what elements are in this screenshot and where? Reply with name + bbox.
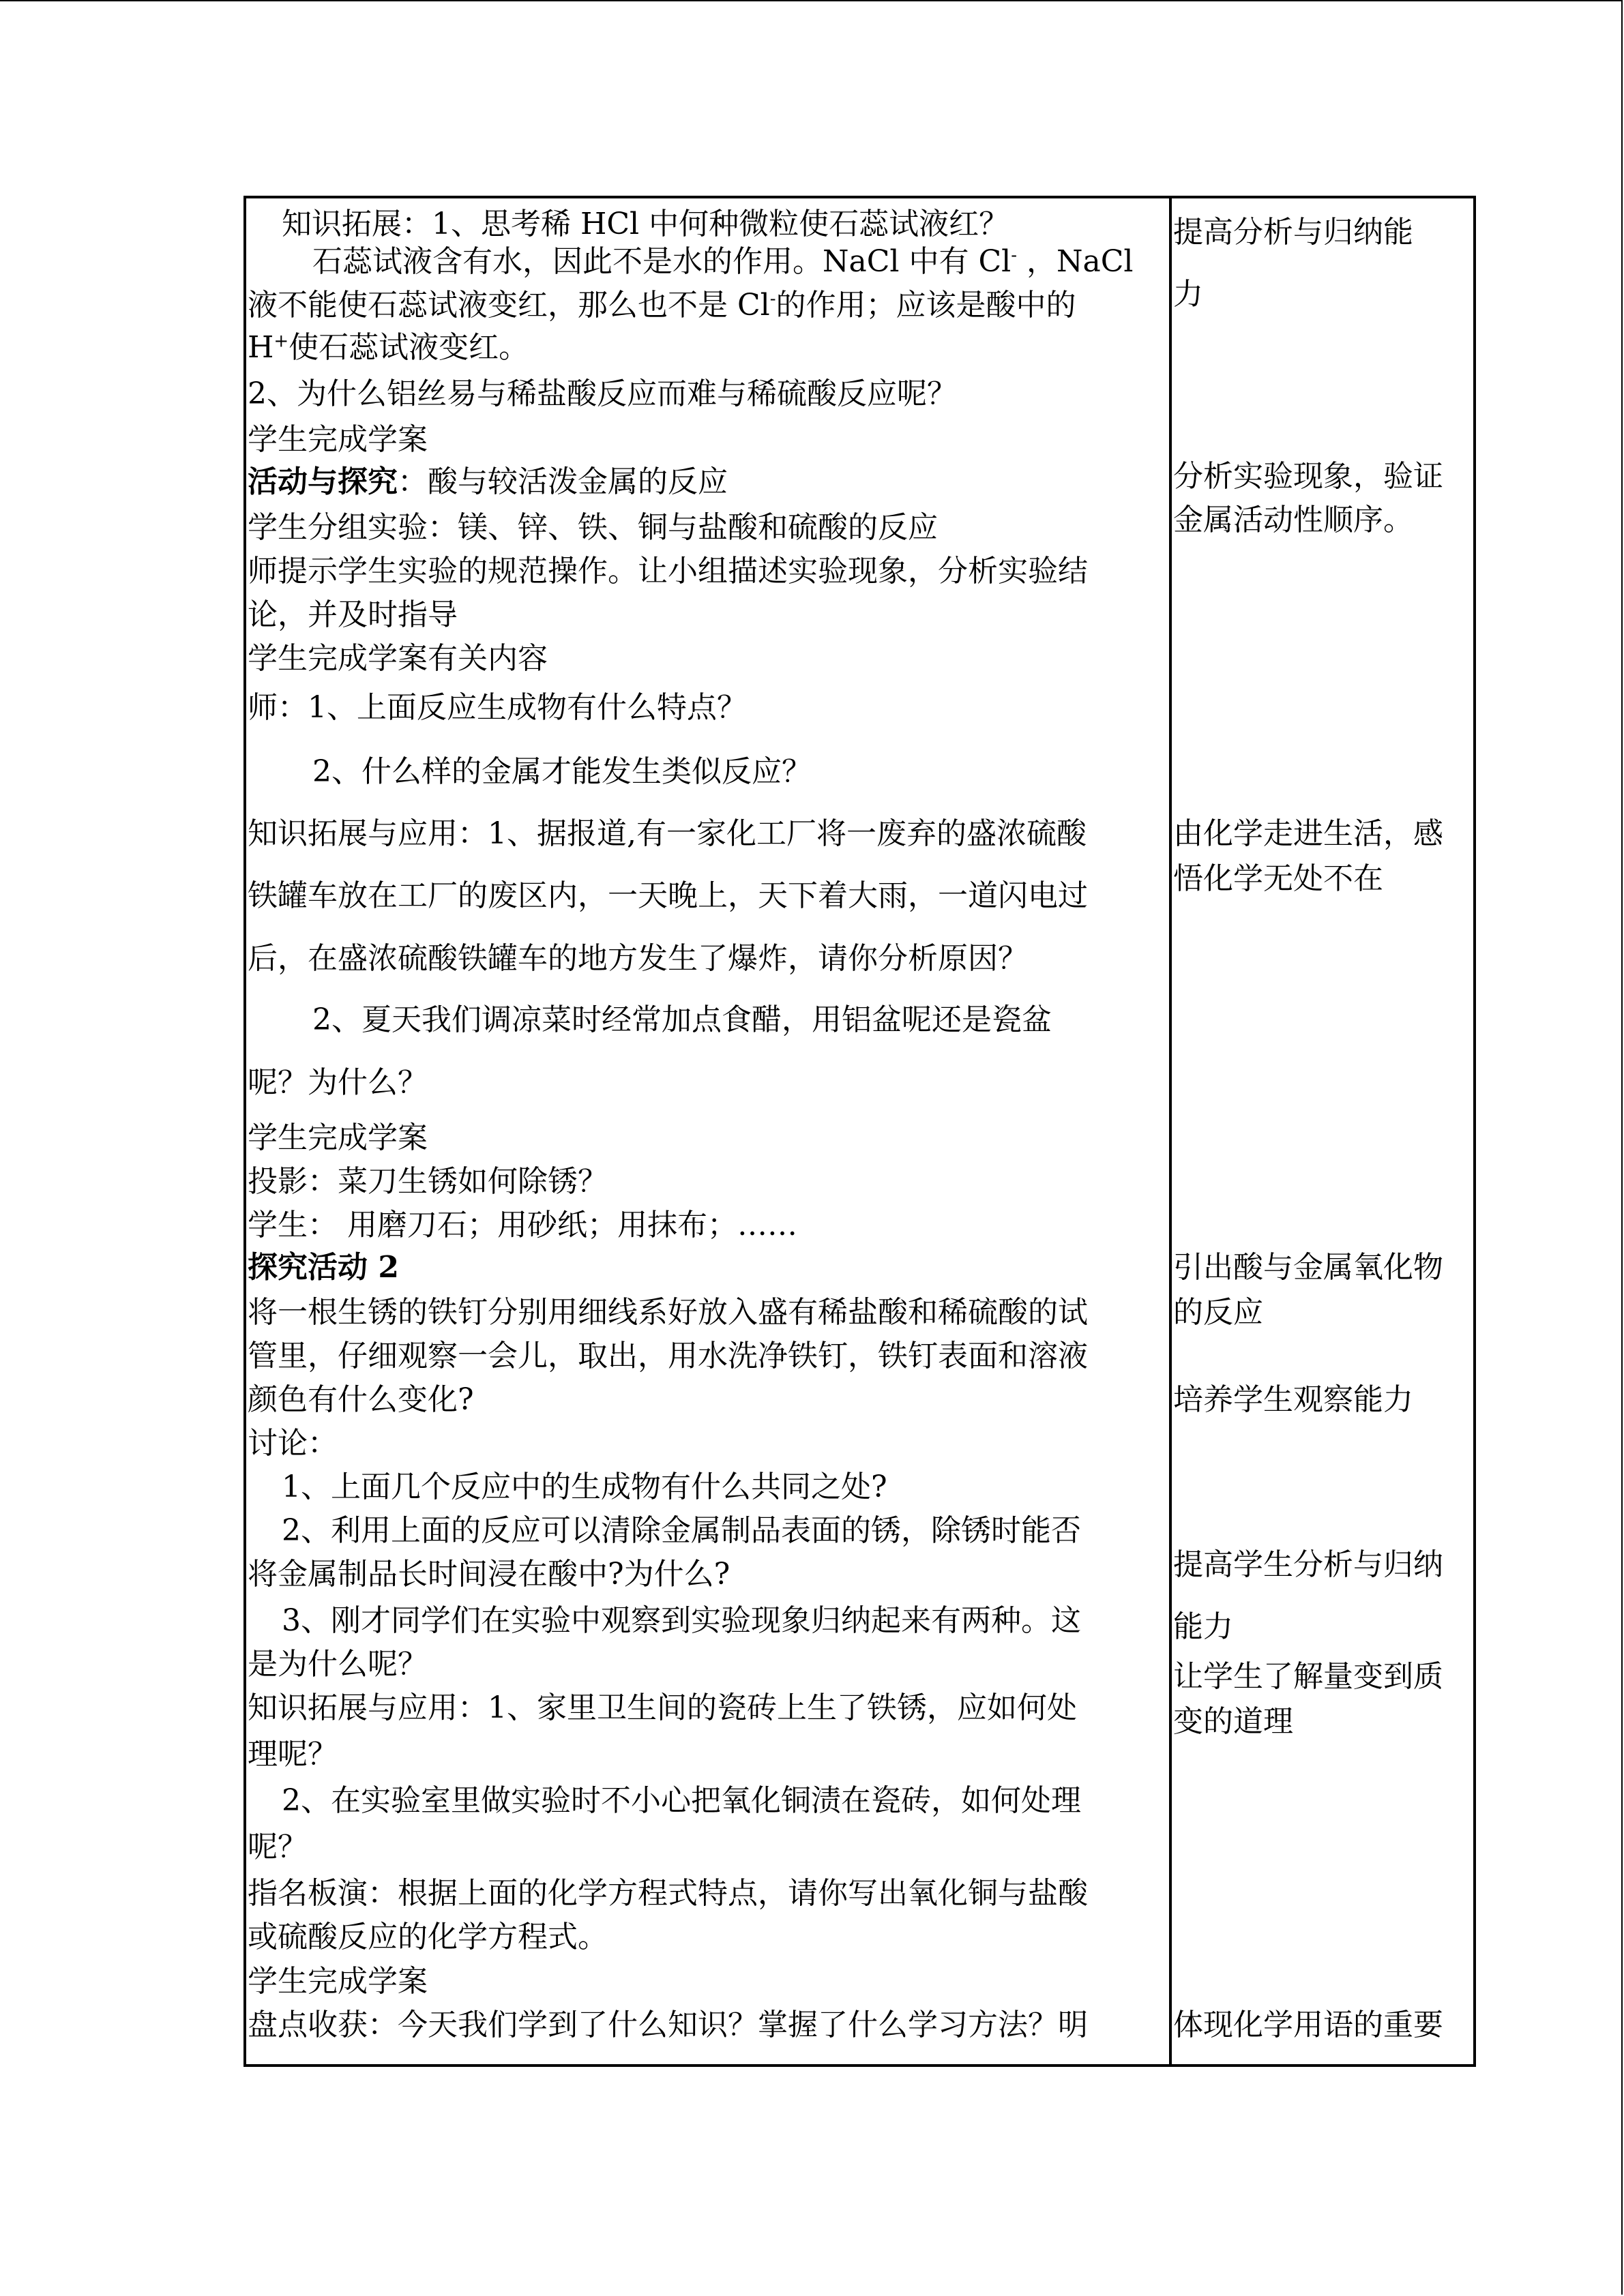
main-line: 铁罐车放在工厂的废区内，一天晚上，天下着大雨，一道闪电过 — [248, 878, 1088, 913]
note-line: 体现化学用语的重要 — [1173, 2008, 1443, 2042]
main-line: 探究活动 2 — [248, 1250, 399, 1285]
note-line: 由化学走进生活，感 — [1173, 816, 1443, 851]
main-line: 指名板演：根据上面的化学方程式特点，请你写出氧化铜与盐酸 — [248, 1876, 1088, 1911]
main-line: 讨论： — [248, 1426, 338, 1461]
main-line: 2、夏天我们调凉菜时经常加点食醋，用铝盆呢还是瓷盆 — [312, 1002, 1052, 1037]
main-line: 1、上面几个反应中的生成物有什么共同之处? — [282, 1470, 887, 1504]
main-line: H+使石蕊试液变红。 — [248, 330, 529, 365]
main-line: 或硫酸反应的化学方程式。 — [248, 1920, 608, 1954]
main-line: 师：1、上面反应生成物有什么特点？ — [248, 690, 747, 725]
main-line: 呢？为什么？ — [248, 1065, 428, 1100]
note-line: 提高学生分析与归纳 — [1173, 1547, 1443, 1582]
main-line: 颜色有什么变化? — [248, 1382, 474, 1417]
note-line: 能力 — [1173, 1609, 1233, 1644]
note-line: 提高分析与归纳能 — [1173, 215, 1413, 250]
main-line: 学生： 用磨刀石；用砂纸；用抹布；…… — [248, 1208, 797, 1242]
note-line: 变的道理 — [1173, 1704, 1293, 1739]
note-line: 的反应 — [1173, 1295, 1263, 1330]
main-line: 后，在盛浓硫酸铁罐车的地方发生了爆炸，请你分析原因？ — [248, 941, 1028, 976]
main-line: 盘点收获：今天我们学到了什么知识？掌握了什么学习方法？明 — [248, 2008, 1088, 2042]
main-line: 知识拓展与应用：1、家里卫生间的瓷砖上生了铁锈，应如何处 — [248, 1690, 1077, 1725]
note-line: 金属活动性顺序。 — [1173, 503, 1413, 537]
main-line: 投影：菜刀生锈如何除锈？ — [248, 1164, 608, 1199]
main-line: 呢？ — [248, 1830, 308, 1864]
main-line: 3、刚才同学们在实验中观察到实验现象归纳起来有两种。这 — [282, 1603, 1081, 1638]
main-line: 知识拓展：1、思考稀 HCl 中何种微粒使石蕊试液红？ — [282, 207, 1009, 241]
note-line: 悟化学无处不在 — [1173, 861, 1383, 896]
main-line: 2、利用上面的反应可以清除金属制品表面的锈，除锈时能否 — [282, 1513, 1081, 1548]
column-divider — [1169, 198, 1172, 2064]
main-line: 理呢？ — [248, 1737, 338, 1772]
note-line: 引出酸与金属氧化物 — [1173, 1250, 1443, 1285]
main-line: 学生完成学案有关内容 — [248, 641, 548, 676]
main-line: 2、为什么铝丝易与稀盐酸反应而难与稀硫酸反应呢？ — [248, 376, 957, 411]
main-line: 管里，仔细观察一会儿，取出，用水洗净铁钉，铁钉表面和溶液 — [248, 1339, 1088, 1373]
main-line: 活动与探究：酸与较活泼金属的反应 — [248, 464, 728, 499]
main-line: 师提示学生实验的规范操作。让小组描述实验现象，分析实验结 — [248, 554, 1088, 588]
main-line: 是为什么呢？ — [248, 1647, 428, 1682]
main-line: 液不能使石蕊试液变红，那么也不是 Cl-的作用；应该是酸中的 — [248, 288, 1076, 323]
main-line: 学生分组实验：镁、锌、铁、铜与盐酸和硫酸的反应 — [248, 510, 938, 545]
note-line: 让学生了解量变到质 — [1173, 1659, 1443, 1694]
main-line: 石蕊试液含有水，因此不是水的作用。NaCl 中有 Cl- ，NaCl — [312, 244, 1134, 279]
lesson-plan-table — [243, 196, 1476, 2067]
main-line: 论，并及时指导 — [248, 597, 458, 632]
note-line: 力 — [1173, 277, 1203, 312]
main-line: 将一根生锈的铁钉分别用细线系好放入盛有稀盐酸和稀硫酸的试 — [248, 1295, 1088, 1330]
main-line: 学生完成学案 — [248, 1964, 428, 1999]
main-line: 知识拓展与应用：1、据报道,有一家化工厂将一废弃的盛浓硫酸 — [248, 816, 1087, 851]
main-line: 2、在实验室里做实验时不小心把氧化铜渍在瓷砖，如何处理 — [282, 1783, 1081, 1818]
main-line: 学生完成学案 — [248, 422, 428, 457]
note-line: 分析实验现象，验证 — [1173, 459, 1443, 494]
main-line: 学生完成学案 — [248, 1120, 428, 1155]
note-line: 培养学生观察能力 — [1173, 1382, 1413, 1417]
main-line: 将金属制品长时间浸在酸中?为什么? — [248, 1557, 730, 1592]
main-line: 2、什么样的金属才能发生类似反应？ — [312, 754, 812, 789]
